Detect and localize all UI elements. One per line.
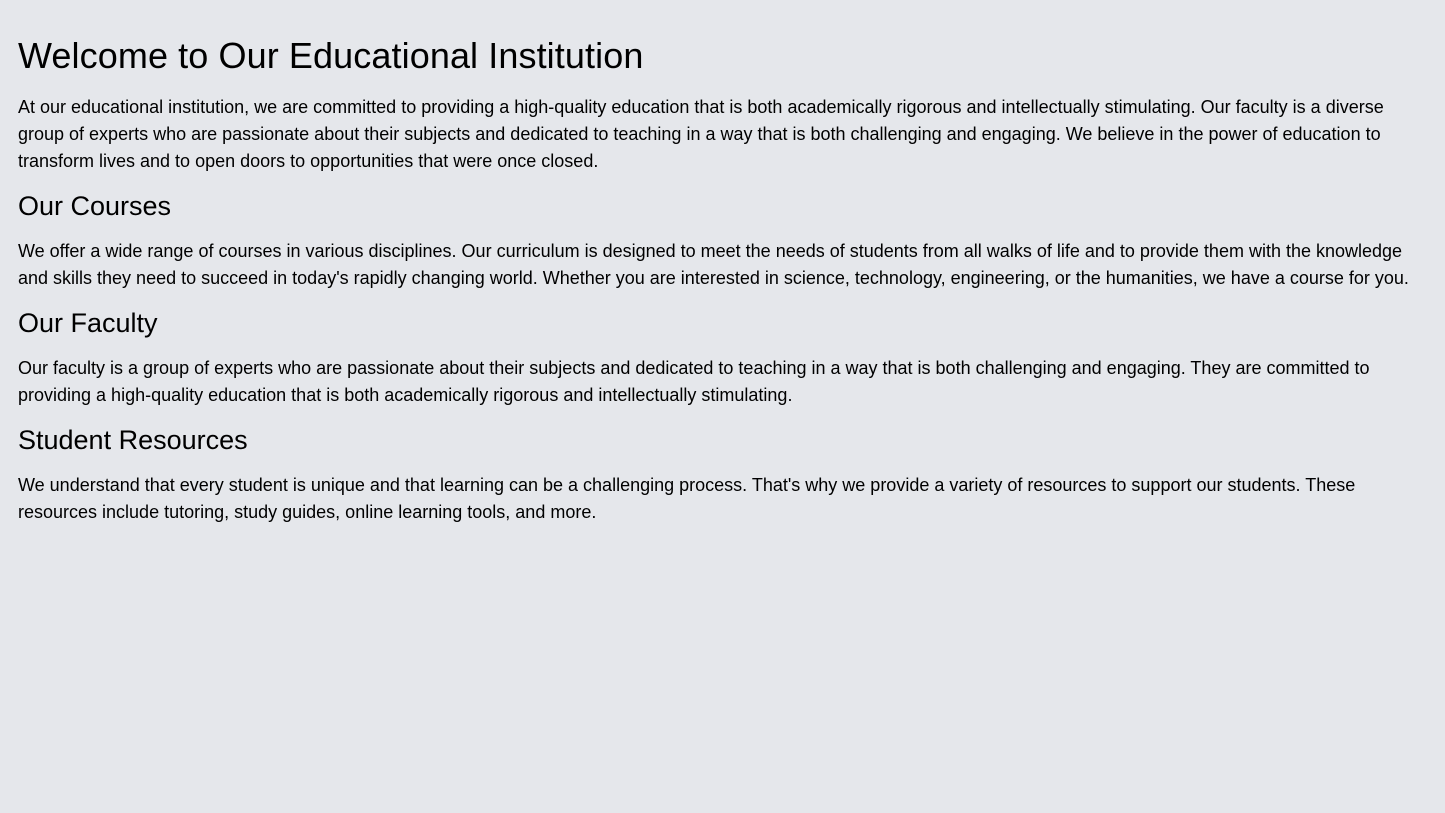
section-heading-student-resources: Student Resources	[18, 425, 248, 455]
intro-paragraph: At our educational institution, we are committed to providing a high-quality education that is both academically rigorous and intellectually stimulating. Our faculty is a diverse group of experts who are passionate about their subjects and dedicated to teaching in a way that is both challenging and engaging. We believe in the power of education to transform lives and to open doors to opportunities that were once closed.	[18, 97, 1384, 171]
section-body-student-resources: We understand that every student is unique and that learning can be a challenging process. That's why we provide a variety of resources to support our students. These resources include tutoring, study guides, online learning tools, and more.	[18, 475, 1356, 522]
section-heading-courses: Our Courses	[18, 191, 172, 221]
section-student-resources	[18, 422, 1427, 526]
section-faculty	[18, 305, 1427, 409]
page-title: Welcome to Our Educational Institution	[18, 35, 644, 76]
section-body-faculty: Our faculty is a group of experts who are passionate about their subjects and dedicated to teaching in a way that is both challenging and engaging. They are committed to providing a high-quality education that is both academically rigorous and intellectually stimulating.	[18, 358, 1370, 405]
section-body-courses: We offer a wide range of courses in various disciplines. Our curriculum is designed to meet the needs of students from all walks of life and to provide them with the knowledge and skills they need to succeed in today's rapidly changing world. Whether you are interested in science, technology, engineering, or the humanities, we have a course for you.	[18, 241, 1409, 288]
section-heading-faculty: Our Faculty	[18, 308, 158, 338]
section-courses	[18, 188, 1427, 292]
